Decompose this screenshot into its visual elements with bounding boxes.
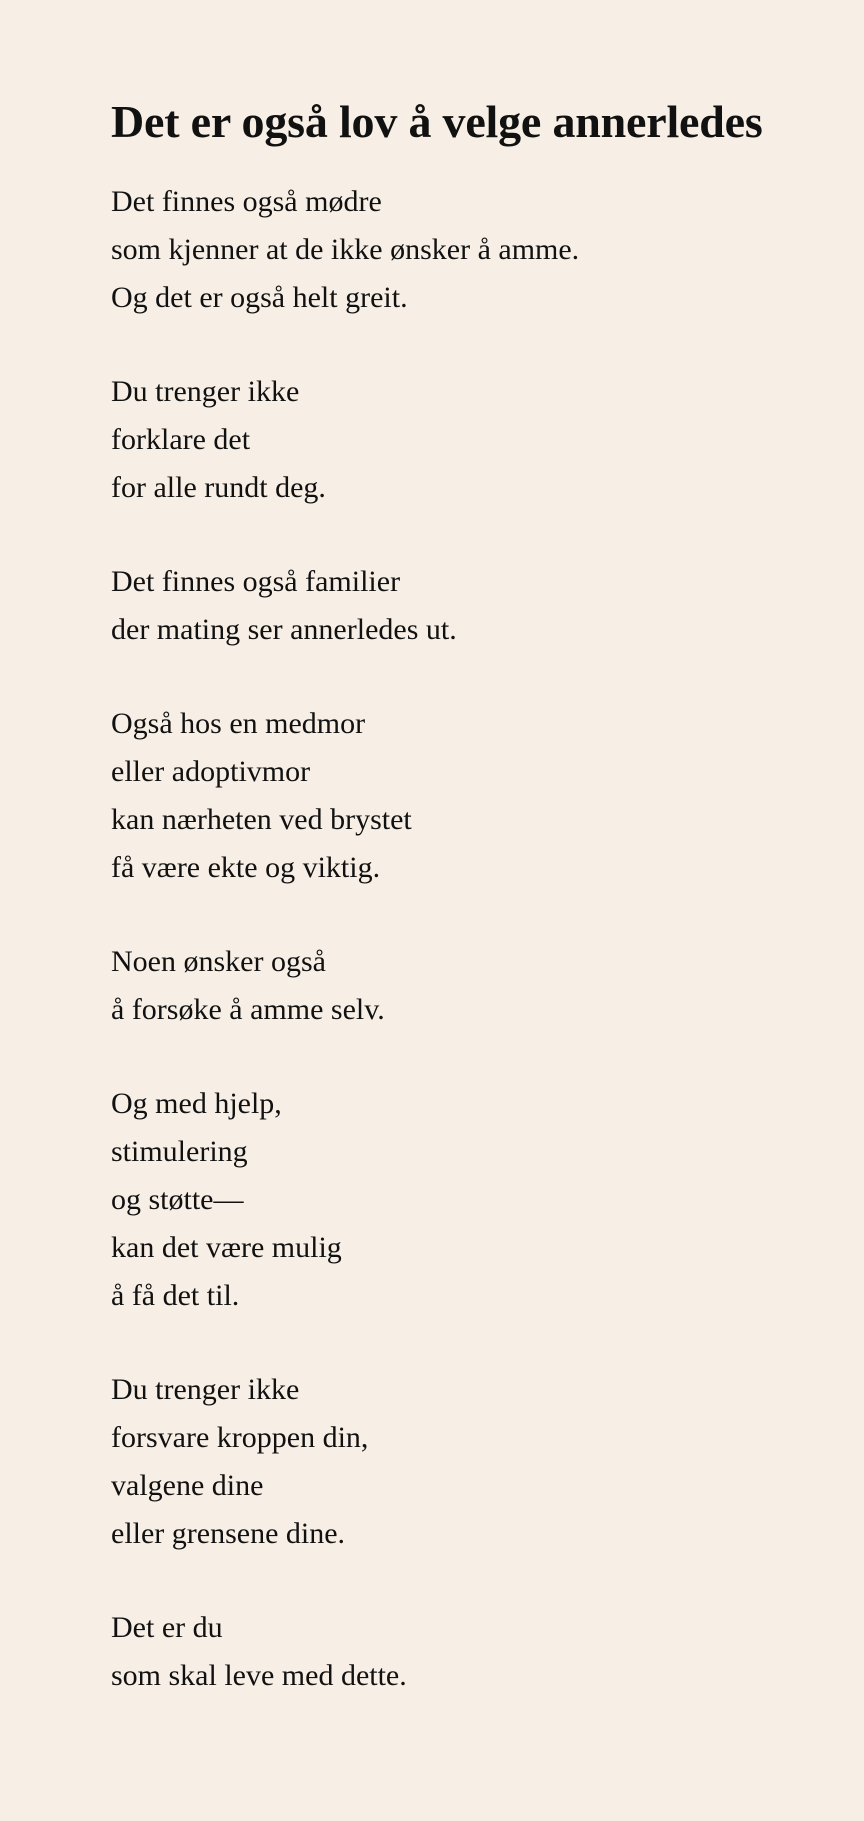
poem-title: Det er også lov å velge annerledes [111, 96, 763, 147]
poem-line: forklare det [111, 423, 251, 456]
poem-line: Det finnes også familier [111, 565, 401, 598]
poem-line: eller adoptivmor [111, 755, 311, 788]
poem-line: valgene dine [111, 1469, 264, 1502]
stanza-2 [111, 368, 831, 512]
poem-line: Det finnes også mødre [111, 185, 382, 218]
poem-line: kan nærheten ved brystet [111, 803, 412, 836]
stanza-6 [111, 1080, 831, 1320]
poem-line: som kjenner at de ikke ønsker å amme. [111, 233, 580, 266]
stanza-5 [111, 938, 831, 1034]
poem-line: Noen ønsker også [111, 945, 326, 978]
poem-line: eller grensene dine. [111, 1517, 346, 1550]
stanza-8 [111, 1604, 831, 1700]
poem-line: og støtte— [111, 1183, 244, 1216]
poem-line: Du trenger ikke [111, 375, 300, 408]
poem-line: stimulering [111, 1135, 248, 1168]
poem-line: Du trenger ikke [111, 1373, 300, 1406]
poem-line: for alle rundt deg. [111, 471, 326, 504]
poem-page [111, 88, 831, 1700]
poem-line: å forsøke å amme selv. [111, 993, 385, 1026]
stanza-4 [111, 700, 831, 892]
poem-line: få være ekte og viktig. [111, 851, 381, 884]
stanza-3 [111, 558, 831, 654]
poem-line: Også hos en medmor [111, 707, 366, 740]
poem-line: der mating ser annerledes ut. [111, 613, 457, 646]
poem-line: Og med hjelp, [111, 1087, 282, 1120]
poem-line: som skal leve med dette. [111, 1659, 407, 1692]
poem-line: å få det til. [111, 1279, 240, 1312]
poem-line: forsvare kroppen din, [111, 1421, 369, 1454]
poem-line: kan det være mulig [111, 1231, 342, 1264]
poem-line: Og det er også helt greit. [111, 281, 408, 314]
stanza-7 [111, 1366, 831, 1558]
stanza-1 [111, 178, 831, 322]
poem-line: Det er du [111, 1611, 223, 1644]
